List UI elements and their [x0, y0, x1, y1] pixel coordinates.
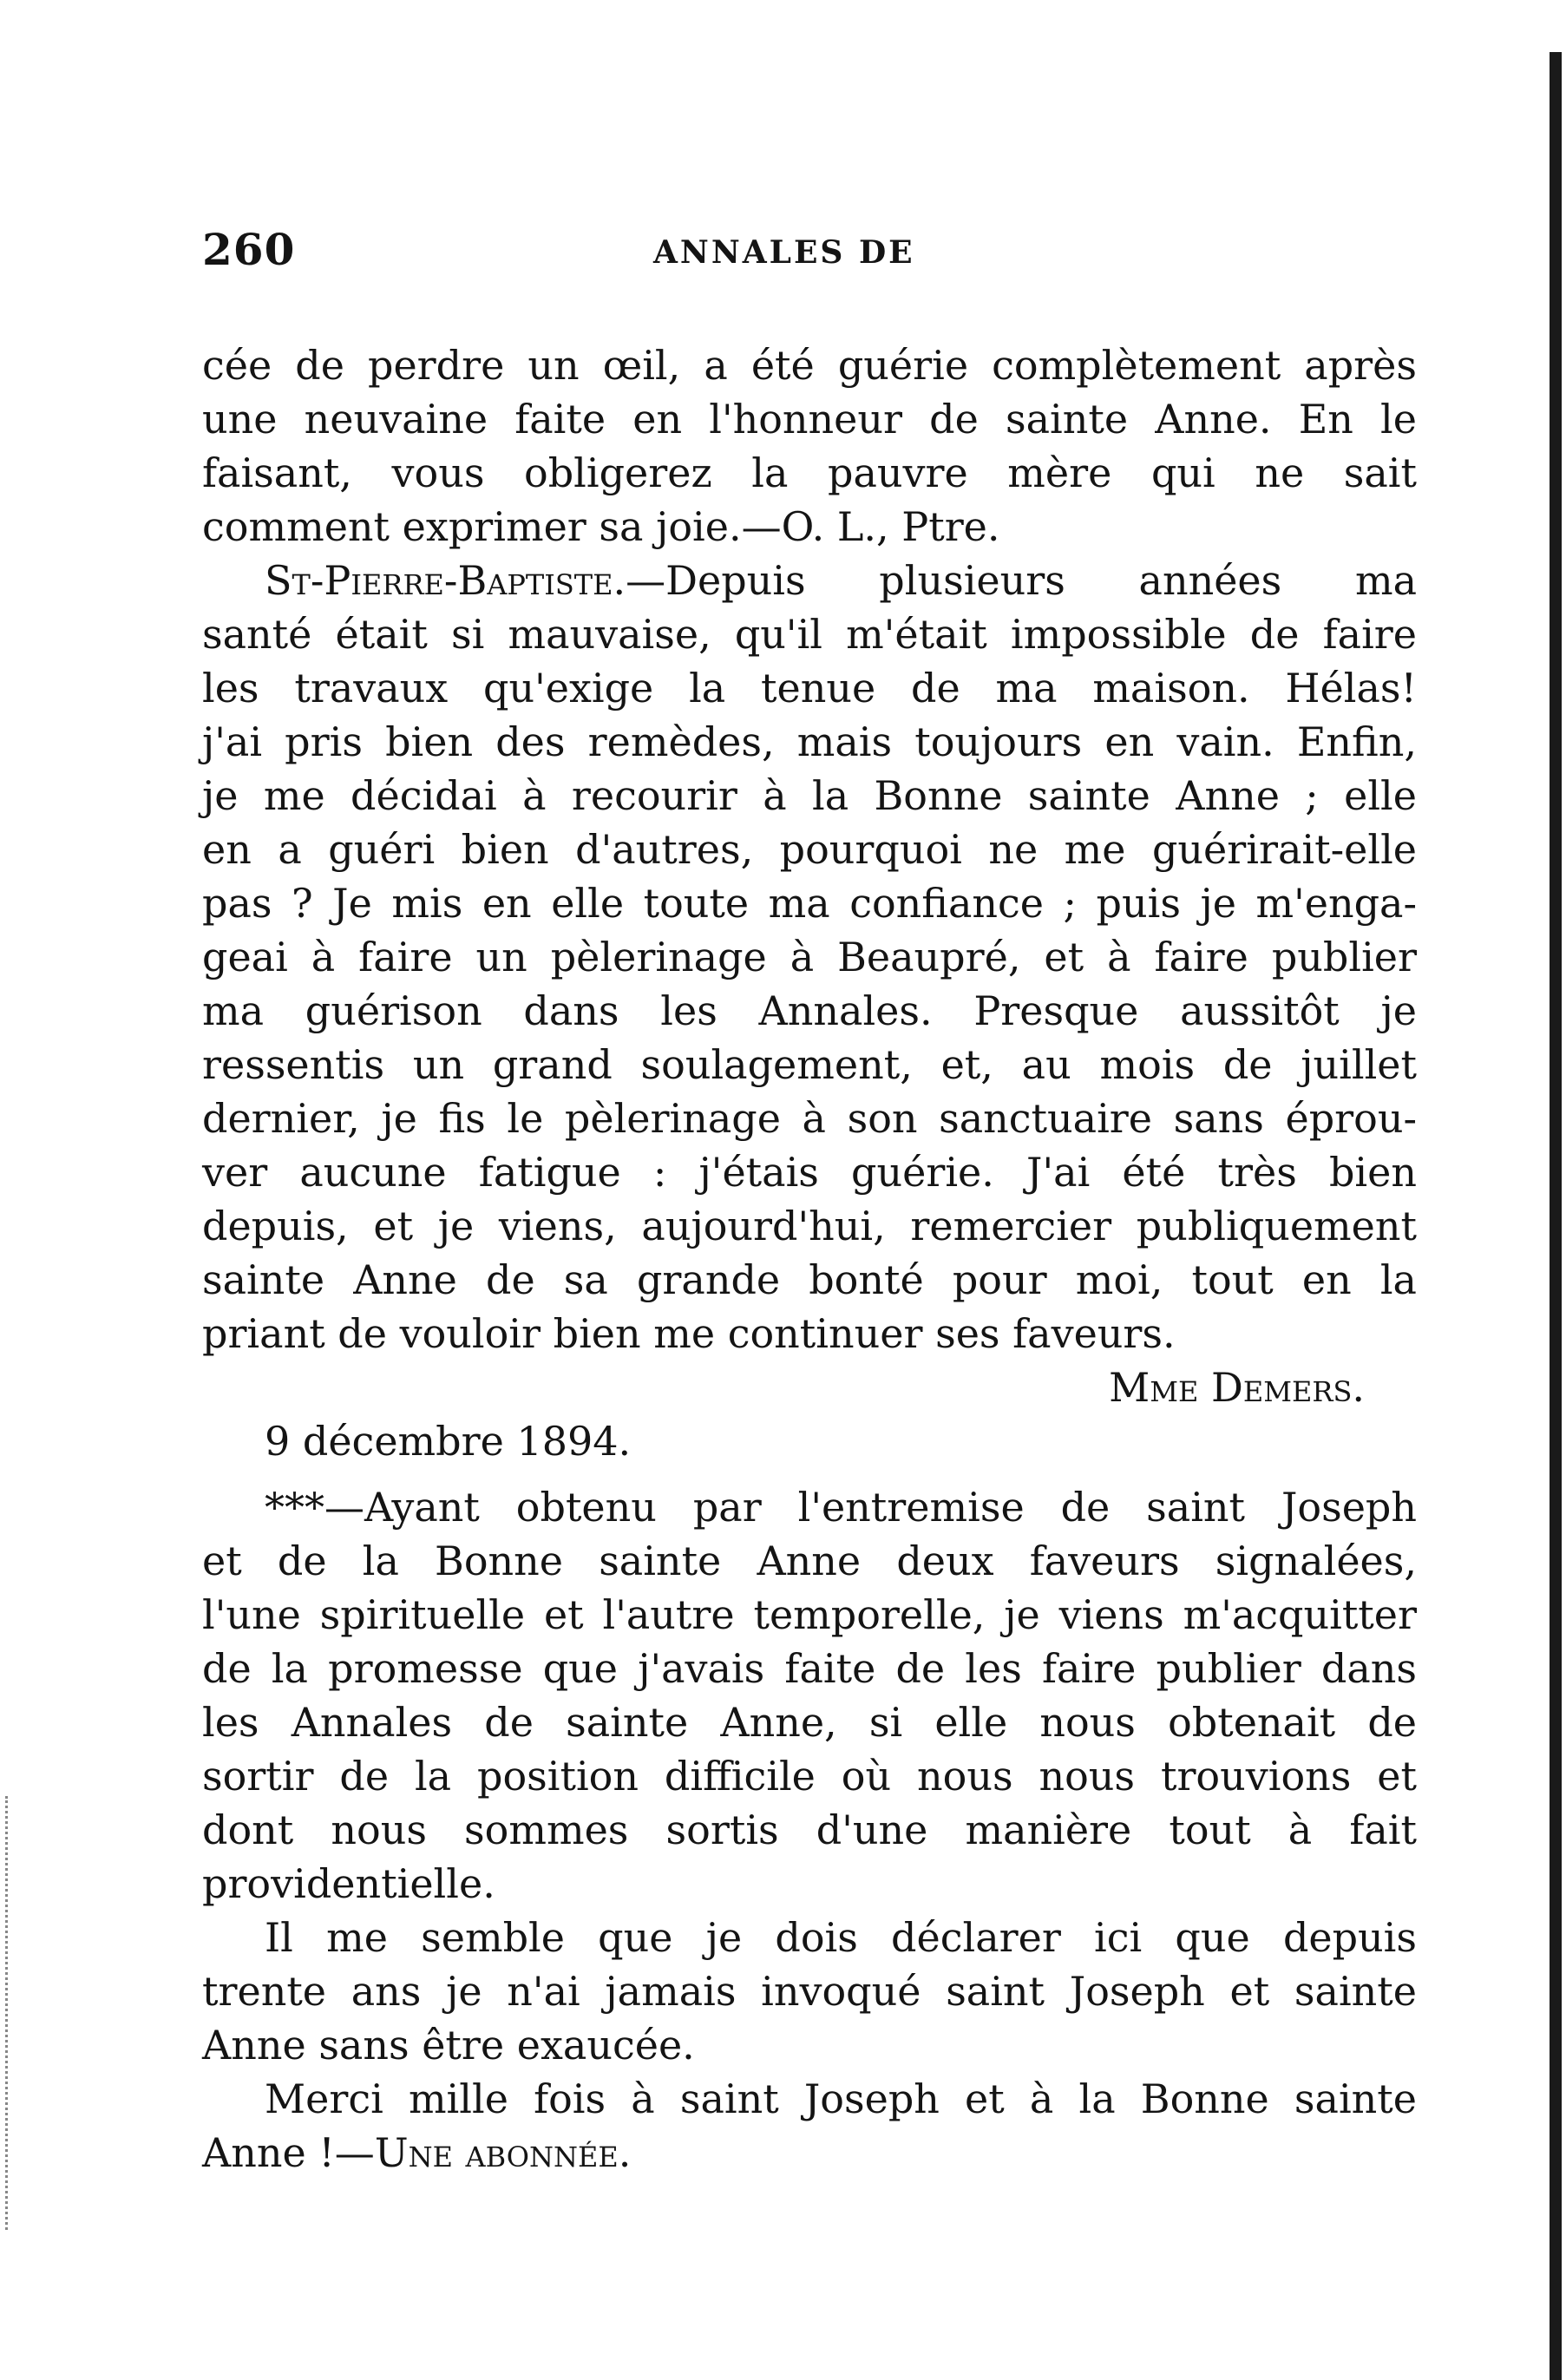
- author-signature: Une abonnée.: [374, 2129, 632, 2176]
- text-line: Merci mille fois à saint Joseph et à la Bonne sainte: [265, 2075, 1417, 2122]
- text-line: l'une spirituelle et l'autre temporelle, je viens m'acquitter: [202, 1591, 1417, 1638]
- date-line: 9 décembre 1894.: [265, 1418, 632, 1465]
- text-line: en a guéri bien d'autres, pourquoi ne me guérirait-elle: [202, 826, 1417, 873]
- text-line: [202, 554, 1417, 607]
- margin-marks: [5, 1796, 25, 2230]
- text-line: faisant, vous obligerez la pauvre mère qui ne sait: [202, 449, 1417, 496]
- text-line: comment exprimer sa joie.—O. L., Ptre.: [202, 503, 1000, 550]
- text-line: les Annales de sainte Anne, si elle nous obtenait de: [202, 1699, 1417, 1746]
- body-text: [202, 338, 1417, 2180]
- text-line: une neuvaine faite en l'honneur de sainte Anne. En le: [202, 396, 1417, 443]
- text-line: ver aucune fatigue : j'étais guérie. J'ai été très bien: [202, 1149, 1417, 1196]
- text-line: santé était si mauvaise, qu'il m'était impossible de faire: [202, 611, 1417, 658]
- text-line: je me décidai à recourir à la Bonne sainte Anne ; elle: [202, 772, 1417, 819]
- text-line: priant de vouloir bien me continuer ses faveurs.: [202, 1310, 1176, 1357]
- signature: Mme Demers.: [1109, 1364, 1365, 1411]
- text-line: Anne sans être exaucée.: [202, 2022, 695, 2069]
- text-line: dont nous sommes sortis d'une manière tout à fait: [202, 1806, 1417, 1853]
- page-number: 260: [202, 224, 296, 275]
- text-line: sainte Anne de sa grande bonté pour moi, tout en la: [202, 1256, 1417, 1303]
- text-line: dernier, je fis le pèlerinage à son sanctuaire sans éprou-: [202, 1095, 1417, 1142]
- text-line: ressentis un grand soulagement, et, au mois de juillet: [202, 1041, 1417, 1088]
- text-line: pas ? Je mis en elle toute ma confiance ; puis je m'enga-: [202, 880, 1417, 927]
- text-line: Il me semble que je dois déclarer ici que depuis: [265, 1914, 1417, 1961]
- text-line: [202, 2126, 1417, 2180]
- text-line: ma guérison dans les Annales. Presque aussitôt je: [202, 987, 1417, 1034]
- text-line: sortir de la position difficile où nous nous trouvions et: [202, 1753, 1417, 1800]
- text-line: ***—Ayant obtenu par l'entremise de saint Joseph: [265, 1484, 1417, 1531]
- page-header: [202, 224, 1417, 285]
- text-line: de la promesse que j'avais faite de les faire publier dans: [202, 1645, 1417, 1692]
- page-edge-shadow: [1550, 52, 1562, 2380]
- text-line: j'ai pris bien des remèdes, mais toujours en vain. Enfin,: [202, 718, 1417, 765]
- place-name: St-Pierre-Baptiste.: [265, 557, 626, 604]
- text-line: providentielle.: [202, 1860, 495, 1907]
- paragraph-opening: —Depuis plusieurs années ma: [626, 557, 1417, 604]
- text-line: depuis, et je viens, aujourd'hui, remercier publiquement: [202, 1203, 1417, 1249]
- text-line: les travaux qu'exige la tenue de ma maison. Hélas!: [202, 665, 1417, 711]
- text-line: trente ans je n'ai jamais invoqué saint Joseph et sainte: [202, 1968, 1417, 2015]
- paragraph-gap: [202, 1468, 1417, 1480]
- text-line: et de la Bonne sainte Anne deux faveurs signalées,: [202, 1537, 1417, 1584]
- text-line: geai à faire un pèlerinage à Beaupré, et à faire publier: [202, 934, 1417, 980]
- text-line: cée de perdre un œil, a été guérie complètement après: [202, 342, 1417, 389]
- running-head: ANNALES DE: [653, 234, 915, 271]
- closing-exclamation: Anne !—: [202, 2129, 375, 2176]
